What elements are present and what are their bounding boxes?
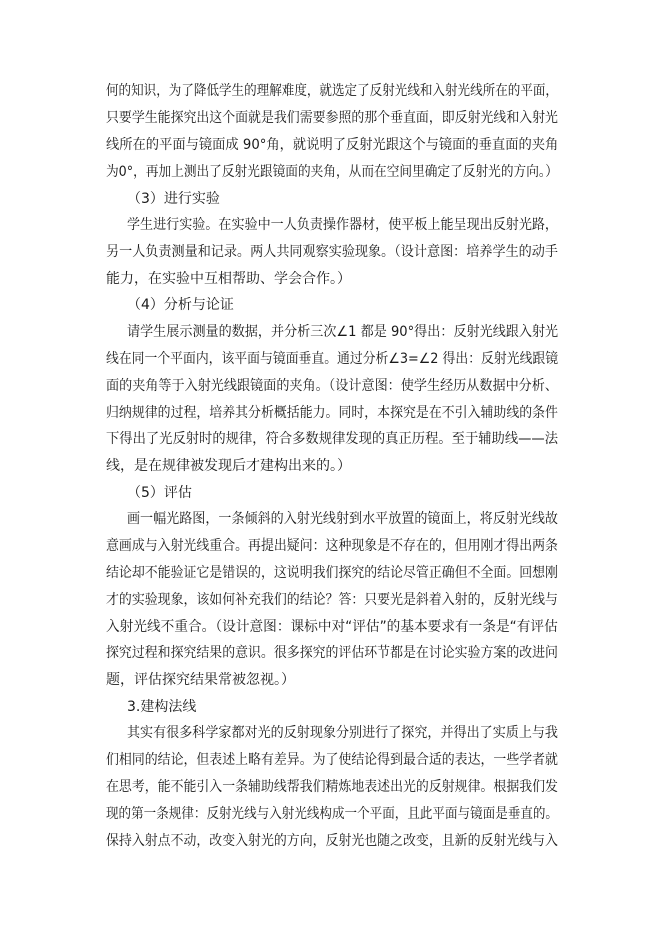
text-line: 线所在的平面与镜面成 90°角，就说明了反射光跟这个与镜面的垂直面的夹角	[106, 137, 559, 153]
section-heading-4: （4）分析与论证	[127, 297, 234, 313]
text-line: 为0°，再加上测出了反射光跟镜面的夹角，从而在空间里确定了反射光的方向。）	[106, 164, 558, 180]
text-line: 能力，在实验中互相帮助、学会合作。）	[106, 271, 351, 287]
text-line: 保持入射点不动，改变入射光的方向，反射光也随之改变，且新的反射光线与入	[106, 833, 558, 849]
text-line: 才的实验现象，该如何补充我们的结论？答：只要光是斜着入射的，反射光线与	[106, 592, 558, 608]
text-line: 们相同的结论，但表述上略有差异。为了使结论得到最合适的表达，一些学者就	[106, 752, 558, 768]
text-line: 另一人负责测量和记录。两人共同观察实验现象。（设计意图：培养学生的动手	[106, 244, 558, 260]
text-line: 面的夹角等于入射光线跟镜面的夹角。（设计意图：使学生经历从数据中分析、	[106, 378, 558, 394]
text-line: 在思考，能不能引入一条辅助线帮我们精炼地表述出光的反射规律。根据我们发	[106, 779, 558, 795]
text-line: 意画成与入射光线重合。再提出疑问：这种现象是不存在的，但用刚才得出两条	[106, 538, 558, 554]
text-line: 学生进行实验。在实验中一人负责操作器材，使平板上能呈现出反射光路，	[127, 217, 558, 233]
text-line: 只要学生能探究出这个面就是我们需要参照的那个垂直面，即反射光线和入射光	[106, 110, 558, 126]
text-line: 其实有很多科学家都对光的反射现象分别进行了探究，并得出了实质上与我	[127, 725, 558, 741]
text-line: 入射光线不重合。（设计意图：课标中对“评估”的基本要求有一条是“有评估	[106, 619, 558, 635]
text-line: 探究过程和探究结果的意识。很多探究的评估环节都是在讨论实验方案的改进问	[106, 645, 558, 661]
text-line: 线，是在规律被发现后才建构出来的。）	[106, 458, 351, 474]
section-heading-5: （5）评估	[127, 485, 192, 501]
section-heading-construct-normal: 3.建构法线	[127, 699, 197, 715]
section-heading-3: （3）进行实验	[127, 191, 220, 207]
text-line: 线在同一个平面内，该平面与镜面垂直。通过分析∠3=∠2 得出：反射光线跟镜	[106, 351, 559, 367]
text-line: 结论却不能验证它是错误的，这说明我们探究的结论尽管正确但不全面。回想刚	[106, 565, 558, 581]
text-line: 请学生展示测量的数据，并分析三次∠1 都是 90°得出：反射光线跟入射光	[127, 324, 559, 340]
text-line: 何的知识，为了降低学生的理解难度，就选定了反射光线和入射光线所在的平面，	[106, 83, 558, 99]
text-line: 现的第一条规律：反射光线与入射光线构成一个平面，且此平面与镜面是垂直的。	[106, 806, 558, 822]
text-line: 题，评估探究结果常被忽视。）	[106, 672, 295, 688]
text-line: 下得出了光反射时的规律，符合多数规律发现的真正历程。至于辅助线——法	[106, 431, 559, 447]
text-line: 归纳规律的过程，培养其分析概括能力。同时，本探究是在不引入辅助线的条件	[106, 405, 558, 421]
text-line: 画一幅光路图，一条倾斜的入射光线射到水平放置的镜面上，将反射光线故	[127, 511, 558, 527]
